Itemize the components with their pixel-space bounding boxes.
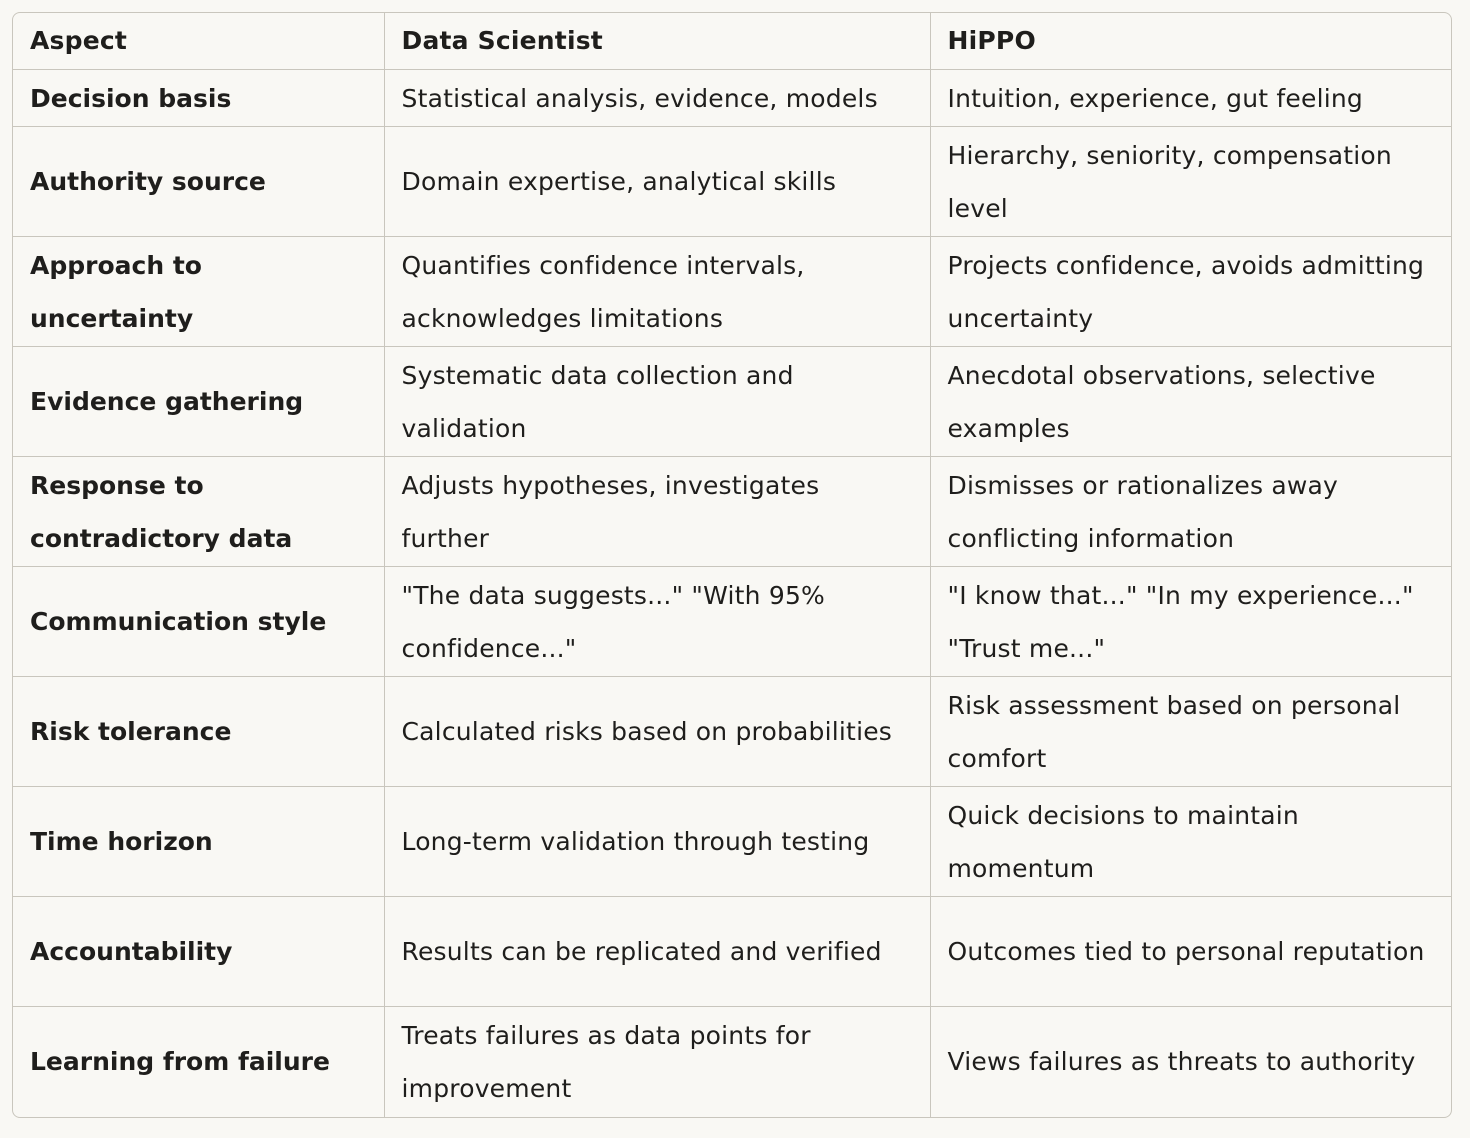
data-scientist-cell: Long-term validation through testing xyxy=(384,787,930,897)
data-scientist-cell: Treats failures as data points for improvement xyxy=(384,1007,930,1117)
data-scientist-cell: Calculated risks based on probabilities xyxy=(384,677,930,787)
hippo-cell: Risk assessment based on personal comfort xyxy=(930,677,1451,787)
comparison-table-grid xyxy=(13,13,1451,1117)
hippo-cell: Views failures as threats to authority xyxy=(947,1047,1416,1077)
hippo-cell: Dismisses or rationalizes away conflicting information xyxy=(930,457,1451,567)
aspect-cell: Risk tolerance xyxy=(13,677,384,787)
header-row xyxy=(13,13,1451,70)
header-data-scientist: Data Scientist xyxy=(384,13,930,70)
aspect-cell: Communication style xyxy=(13,567,384,677)
hippo-cell: Intuition, experience, gut feeling xyxy=(930,70,1451,127)
aspect-cell: Authority source xyxy=(13,127,384,237)
data-scientist-cell: "The data suggests..." "With 95% confidence..." xyxy=(384,567,930,677)
data-scientist-cell: Statistical analysis, evidence, models xyxy=(384,70,930,127)
table-row xyxy=(13,70,1451,127)
table-row xyxy=(13,1007,1451,1117)
aspect-cell: Decision basis xyxy=(13,70,384,127)
hippo-cell: Anecdotal observations, selective examples xyxy=(930,347,1451,457)
table-row xyxy=(13,567,1451,677)
table-row xyxy=(13,897,1451,1007)
aspect-cell: Response to contradictory data xyxy=(13,457,384,567)
table-body xyxy=(13,70,1451,1117)
aspect-cell: Learning from failure xyxy=(13,1007,384,1117)
hippo-cell: Projects confidence, avoids admitting uncertainty xyxy=(930,237,1451,347)
hippo-cell: Outcomes tied to personal reputation xyxy=(930,897,1451,1007)
comparison-table xyxy=(12,12,1452,1118)
table-row xyxy=(13,457,1451,567)
table-row xyxy=(13,347,1451,457)
data-scientist-cell: Systematic data collection and validation xyxy=(384,347,930,457)
table-row xyxy=(13,677,1451,787)
data-scientist-cell: Adjusts hypotheses, investigates further xyxy=(384,457,930,567)
hippo-cell: Quick decisions to maintain momentum xyxy=(930,787,1451,897)
header-aspect: Aspect xyxy=(13,13,384,70)
aspect-cell: Approach to uncertainty xyxy=(13,237,384,347)
aspect-cell: Evidence gathering xyxy=(13,347,384,457)
aspect-cell: Accountability xyxy=(13,897,384,1007)
table-row xyxy=(13,127,1451,237)
aspect-cell: Time horizon xyxy=(13,787,384,897)
data-scientist-cell: Results can be replicated and verified xyxy=(384,897,930,1007)
data-scientist-cell: Quantifies confidence intervals, acknowledges limitations xyxy=(384,237,930,347)
hippo-cell: Hierarchy, seniority, compensation level xyxy=(930,127,1451,237)
hippo-cell: "I know that..." "In my experience..." "Trust me..." xyxy=(930,567,1451,677)
table-header xyxy=(13,13,1451,70)
table-row xyxy=(13,787,1451,897)
table-row xyxy=(13,237,1451,347)
header-hippo: HiPPO xyxy=(930,13,1451,70)
data-scientist-cell: Domain expertise, analytical skills xyxy=(384,127,930,237)
